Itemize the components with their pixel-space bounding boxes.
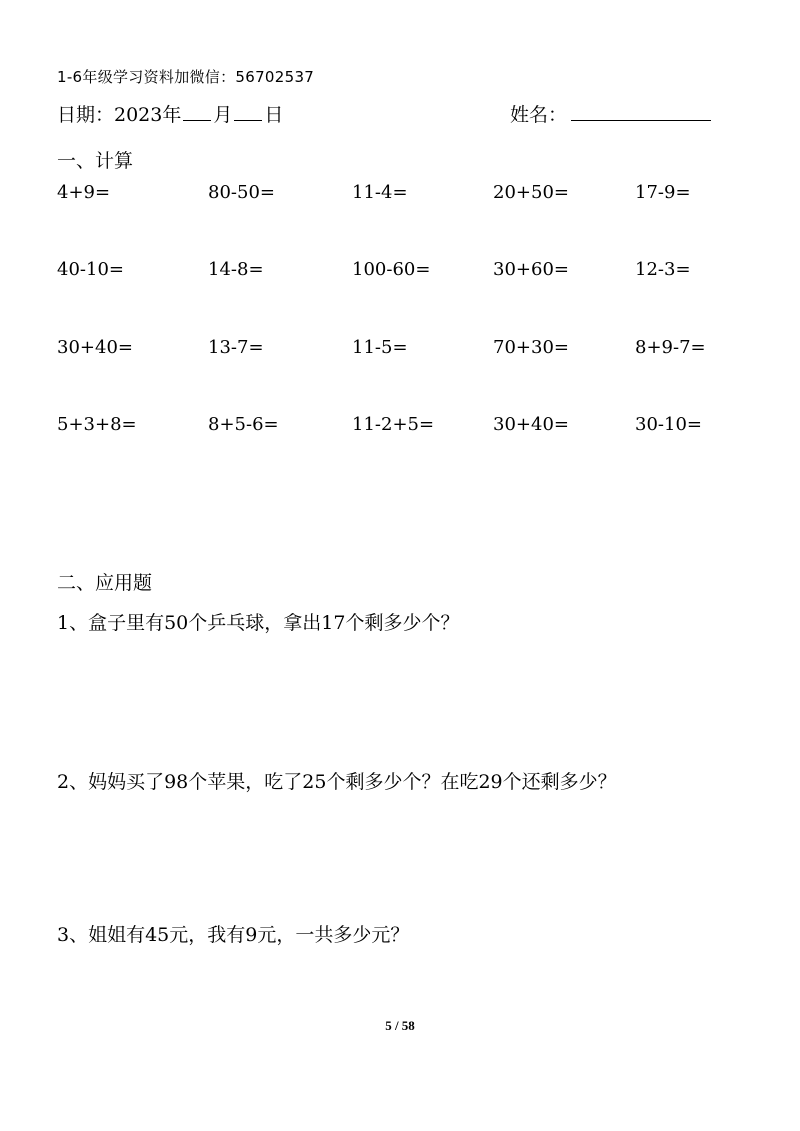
word-problem-1: 1、盒子里有50个乒乓球，拿出17个剩多少个？ xyxy=(57,612,460,634)
calc-item: 20+50= xyxy=(493,182,569,203)
name-blank xyxy=(571,102,711,121)
date-line xyxy=(57,100,283,127)
calc-item: 30+40= xyxy=(493,414,569,435)
calc-item: 11-5= xyxy=(352,337,408,358)
calc-item: 40-10= xyxy=(57,259,124,280)
calc-item: 8+5-6= xyxy=(208,414,279,435)
month-blank xyxy=(183,102,211,121)
name-label: 姓名： xyxy=(510,104,568,126)
calc-item: 5+3+8= xyxy=(57,414,137,435)
calc-item: 17-9= xyxy=(635,182,691,203)
month-label: 月 xyxy=(213,104,233,126)
calc-item: 14-8= xyxy=(208,259,264,280)
calc-item: 30+60= xyxy=(493,259,569,280)
calc-item: 30+40= xyxy=(57,337,133,358)
date-label: 日期：2023年 xyxy=(57,104,182,126)
day-label: 日 xyxy=(264,104,284,126)
calc-item: 8+9-7= xyxy=(635,337,706,358)
calc-item: 12-3= xyxy=(635,259,691,280)
name-line xyxy=(510,100,711,127)
header-note: 1-6年级学习资料加微信：56702537 xyxy=(57,68,315,86)
calc-item: 70+30= xyxy=(493,337,569,358)
calc-item: 30-10= xyxy=(635,414,702,435)
calc-item: 11-4= xyxy=(352,182,408,203)
word-problem-2: 2、妈妈买了98个苹果，吃了25个剩多少个？在吃29个还剩多少？ xyxy=(57,771,617,793)
calc-item: 13-7= xyxy=(208,337,264,358)
section2-title: 二、应用题 xyxy=(57,572,153,594)
calc-item: 100-60= xyxy=(352,259,431,280)
day-blank xyxy=(234,102,262,121)
calc-item: 80-50= xyxy=(208,182,275,203)
word-problem-3: 3、姐姐有45元，我有9元，一共多少元？ xyxy=(57,924,410,946)
page-number: 5 / 58 xyxy=(385,1018,415,1033)
calc-item: 11-2+5= xyxy=(352,414,435,435)
section1-title: 一、计算 xyxy=(57,150,134,172)
calc-item: 4+9= xyxy=(57,182,111,203)
